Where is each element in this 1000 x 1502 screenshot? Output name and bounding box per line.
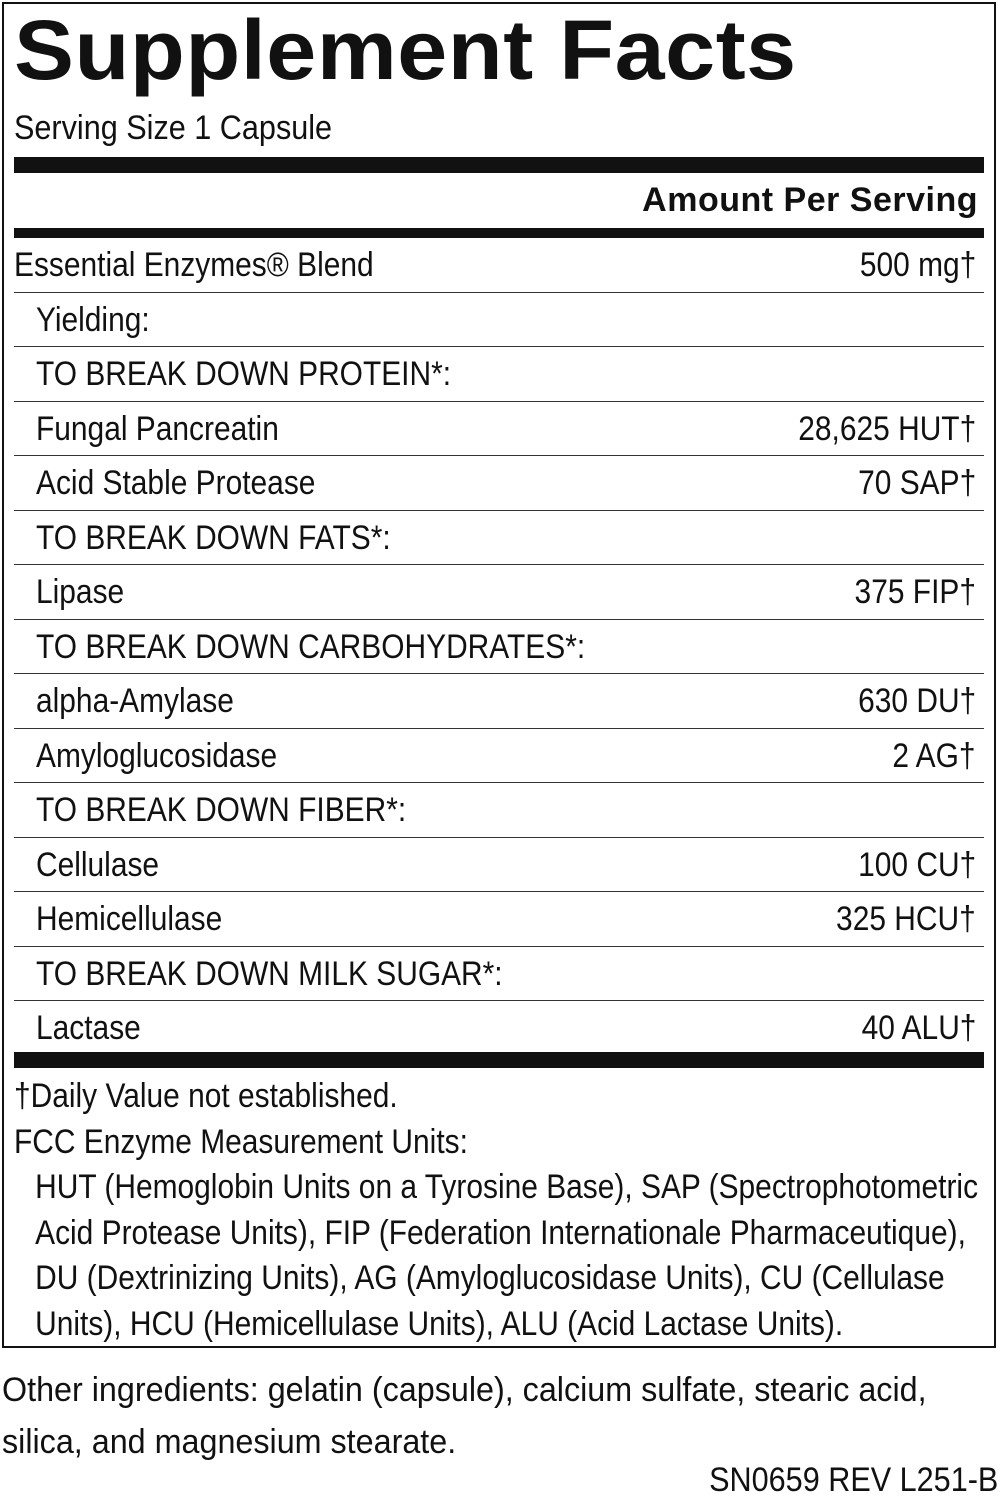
divider-thick-top (14, 157, 984, 173)
product-code: SN0659 REV L251-B (708, 1461, 998, 1499)
ingredient-name: Cellulase (36, 845, 160, 884)
serving-size: Serving Size 1 Capsule (14, 109, 333, 147)
ingredient-name: TO BREAK DOWN PROTEIN*: (36, 355, 452, 393)
ingredient-row (14, 838, 984, 893)
ingredient-row (14, 565, 984, 620)
ingredient-amount: 500 mg† (859, 246, 976, 284)
ingredient-amount: 325 HCU† (836, 900, 976, 938)
ingredient-row (14, 1001, 984, 1056)
divider-header (14, 228, 984, 238)
other-ingredients: Other ingredients: gelatin (capsule), calcium sulfate, stearic acid, silica, and magnesium stearate. (2, 1371, 927, 1461)
ingredient-amount: 375 FIP† (854, 573, 976, 611)
ingredient-name: Essential Enzymes® Blend (14, 246, 374, 284)
ingredient-row (14, 347, 984, 402)
units-definitions: HUT (Hemoglobin Units on a Tyrosine Base), SAP (Spectrophotometric Acid Protease Units), FIP (Federation Internationale Pharmaceutique), DU (Dextrinizing Units), AG (Amyloglucosidase Units), CU (Cellulase Units), HCU (Hemicellulase Units), ALU (Acid Lactase Units). (35, 1168, 979, 1343)
ingredient-name: Fungal Pancreatin (36, 409, 279, 448)
ingredient-row (14, 947, 984, 1002)
ingredient-row (14, 729, 984, 784)
footnotes (14, 1074, 986, 1347)
divider-thick-bottom (14, 1052, 984, 1068)
ingredient-name: TO BREAK DOWN FIBER*: (36, 791, 407, 829)
ingredient-name: Yielding: (36, 300, 150, 339)
panel-title: Supplement Facts (14, 3, 797, 97)
ingredient-amount: 630 DU† (857, 682, 976, 720)
ingredient-row (14, 402, 984, 457)
ingredient-amount: 100 CU† (857, 845, 976, 884)
ingredient-name: TO BREAK DOWN MILK SUGAR*: (36, 954, 503, 993)
ingredient-row (14, 783, 984, 838)
ingredient-amount: 2 AG† (892, 736, 976, 775)
ingredient-rows (14, 238, 984, 1056)
ingredient-row (14, 293, 984, 348)
ingredient-name: Hemicellulase (36, 900, 223, 938)
ingredient-name: Acid Stable Protease (36, 464, 316, 502)
units-heading: FCC Enzyme Measurement Units: (14, 1122, 468, 1161)
amount-per-serving-header: Amount Per Serving (642, 181, 978, 219)
ingredient-row (14, 456, 984, 511)
ingredient-name: Lactase (36, 1009, 141, 1047)
ingredient-row (14, 238, 984, 293)
ingredient-amount: 40 ALU† (861, 1009, 976, 1047)
ingredient-name: TO BREAK DOWN FATS*: (36, 518, 391, 557)
ingredient-name: Lipase (36, 573, 125, 611)
ingredient-amount: 28,625 HUT† (798, 409, 976, 448)
ingredient-name: alpha-Amylase (36, 682, 234, 720)
ingredient-name: TO BREAK DOWN CARBOHYDRATES*: (36, 627, 586, 666)
ingredient-row (14, 674, 984, 729)
ingredient-row (14, 620, 984, 675)
ingredient-row (14, 511, 984, 566)
ingredient-row (14, 892, 984, 947)
ingredient-name: Amyloglucosidase (36, 736, 278, 775)
daily-value-note: †Daily Value not established. (14, 1077, 398, 1115)
ingredient-amount: 70 SAP† (857, 464, 976, 502)
supplement-facts-panel (2, 2, 996, 1348)
